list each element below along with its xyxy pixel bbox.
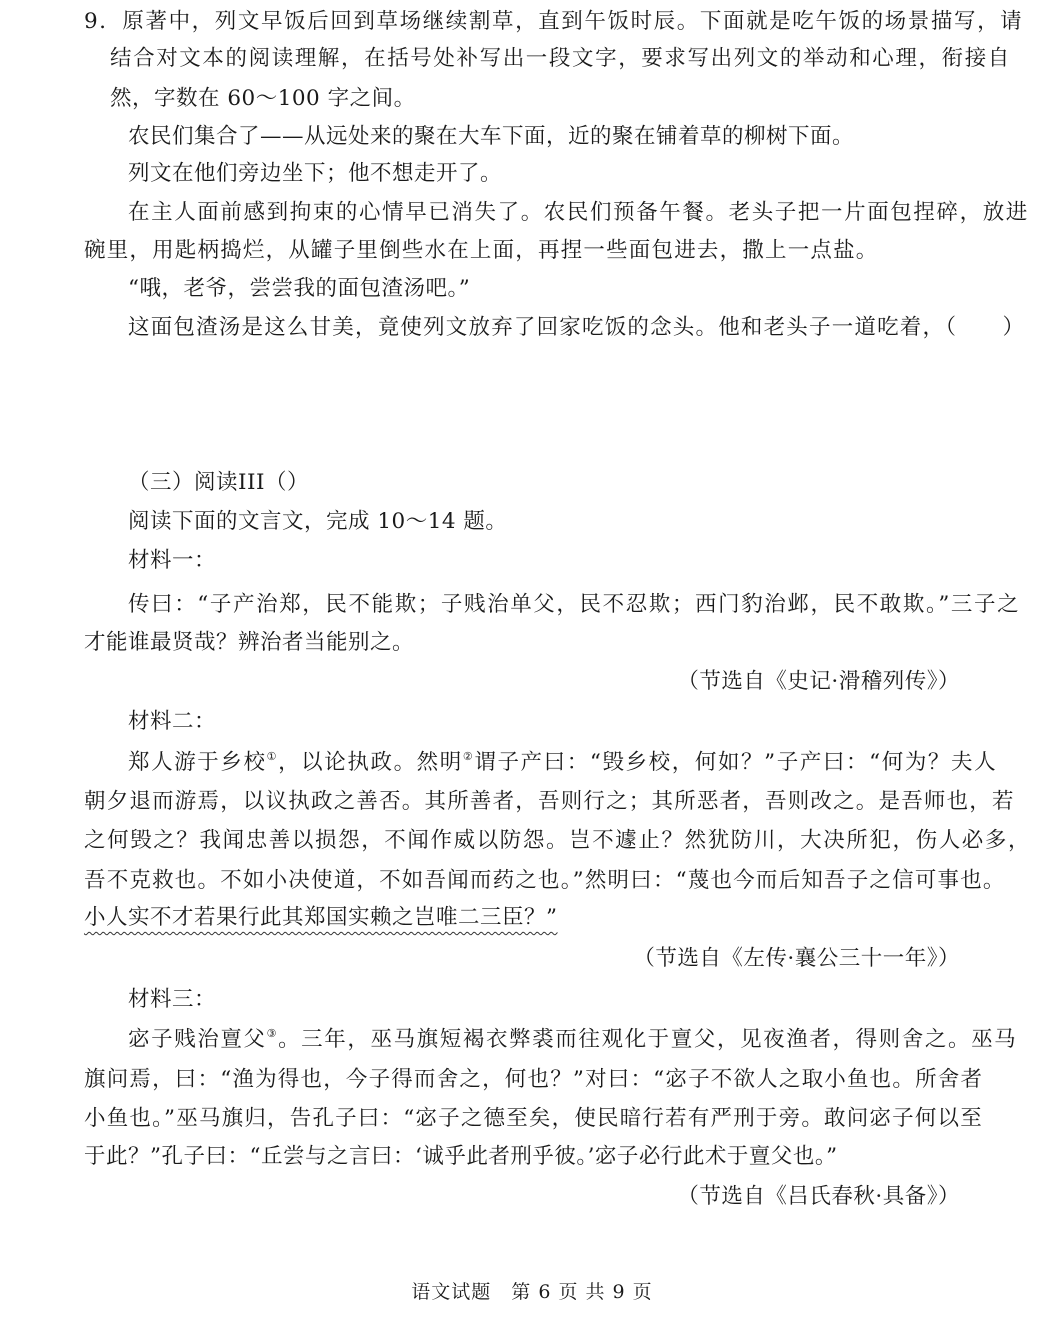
material-3-text: 宓子贱治亶父: [128, 1027, 267, 1052]
material-2-line-1: [128, 748, 997, 778]
footnote-marker-2: ②: [462, 750, 475, 763]
material-3-text: 。三年，巫马旗短褐衣弊裘而往观化于亶父，见夜渔者，得则舍之。巫马: [278, 1027, 1018, 1052]
q9-passage-paragraph-3-line-1: 在主人面前感到拘束的心情早已消失了。农民们预备午餐。老头子把一片面包捏碎，放进: [128, 200, 1029, 225]
material-1-line-1: 传曰：“子产治郑，民不能欺；子贱治单父，民不忍欺；西门豹治邺，民不敢欺。”三子之: [128, 592, 1021, 617]
material-2-text: 郑人游于乡校: [128, 750, 267, 775]
material-1-label: 材料一：: [128, 548, 217, 573]
material-2-underlined-sentence: 小人实不才若果行此其郑国实赖之岂唯二三臣？”: [84, 905, 558, 930]
material-2-source: （节选自《左传·襄公三十一年》）: [633, 946, 960, 971]
material-3-line-1: [128, 1025, 1017, 1055]
material-3-line-4: 于此？”孔子曰：“丘尝与之言曰：‘诚乎此者刑乎彼。’宓子必行此术于亶父也。”: [84, 1144, 838, 1169]
material-2-line-3: 之何毁之？我闻忠善以损怨，不闻作威以防怨。岂不遽止？然犹防川，大决所犯，伤人必多，: [84, 828, 1032, 853]
q9-passage-paragraph-5: 这面包渣汤是这么甘美，竟使列文放弃了回家吃饭的念头。他和老头子一道吃着，（ ）: [128, 315, 1026, 340]
section-heading: （三）阅读III（）: [128, 470, 309, 495]
q9-prompt-line-1: 9．原著中，列文早饭后回到草场继续割草，直到午饭时辰。下面就是吃午饭的场景描写，请: [84, 9, 1024, 34]
material-3-label: 材料三：: [128, 987, 217, 1012]
q9-passage-paragraph-2: 列文在他们旁边坐下；他不想走开了。: [128, 161, 503, 186]
section-instruction: 阅读下面的文言文，完成 10～14 题。: [128, 509, 508, 534]
material-2-line-2: 朝夕退而游焉，以议执政之善否。其所善者，吾则行之；其所恶者，吾则改之。是吾师也，若: [84, 789, 1015, 814]
q9-prompt-line-2: 结合对文本的阅读理解，在括号处补写出一段文字，要求写出列文的举动和心理，衔接自: [110, 46, 1011, 71]
material-2-text: 谓子产曰：“毁乡校，何如？”子产曰：“何为？夫人: [474, 750, 998, 775]
material-3-line-2: 旗问焉，曰：“渔为得也，今子得而舍之，何也？”对曰：“宓子不欲人之取小鱼也。所舍者: [84, 1067, 984, 1092]
q9-passage-paragraph-1: 农民们集合了——从远处来的聚在大车下面，近的聚在铺着草的柳树下面。: [128, 124, 855, 149]
material-2-line-4: 吾不克救也。不如小决使道，不如吾闻而药之也。”然明曰：“蔑也今而后知吾子之信可事也。: [84, 868, 1006, 893]
footnote-marker-1: ①: [266, 750, 279, 763]
material-2-text: ，以论执政。然明: [278, 750, 463, 775]
q9-passage-paragraph-4: “哦，老爷，尝尝我的面包渣汤吧。”: [128, 276, 471, 301]
q9-passage-paragraph-3-line-2: 碗里，用匙柄捣烂，从罐子里倒些水在上面，再捏一些面包进去，撒上一点盐。: [84, 238, 879, 263]
material-3-source: （节选自《吕氏春秋·具备》）: [677, 1184, 960, 1209]
material-1-source: （节选自《史记·滑稽列传》）: [677, 669, 960, 694]
q9-prompt-line-3: 然，字数在 60～100 字之间。: [110, 86, 416, 111]
material-2-label: 材料二：: [128, 709, 217, 734]
material-1-line-2: 才能谁最贤哉？辨治者当能别之。: [84, 630, 415, 655]
page-footer: 语文试题 第 6 页 共 9 页: [411, 1281, 653, 1303]
footnote-marker-3: ③: [266, 1027, 279, 1040]
material-3-line-3: 小鱼也。”巫马旗归，告孔子曰：“宓子之德至矣，使民暗行若有严刑于旁。敢问宓子何以至: [84, 1106, 983, 1131]
